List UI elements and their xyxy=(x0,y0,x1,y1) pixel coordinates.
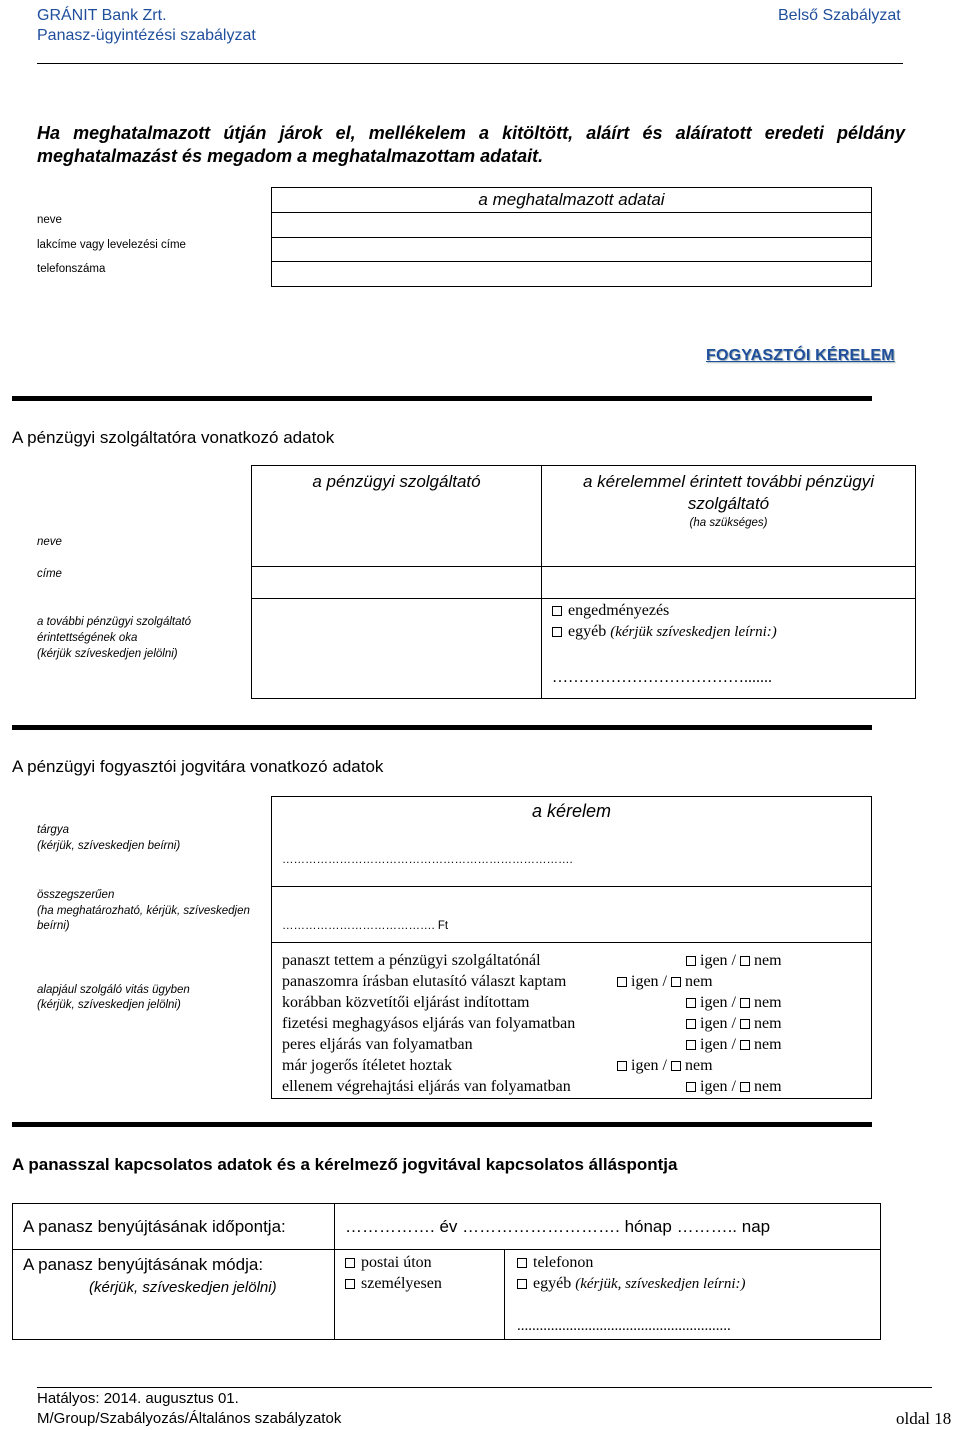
basis-item-4: fizetési meghagyásos eljárás van folyamatban xyxy=(282,1015,576,1032)
agent-title: a meghatalmazott adatai xyxy=(478,190,665,209)
assignment-checkbox[interactable] xyxy=(552,606,562,616)
complaint-mode-label-cell xyxy=(12,1249,335,1340)
provider-reason-field[interactable] xyxy=(251,598,542,699)
basis-7-yes: igen / xyxy=(700,1078,736,1095)
dispute-col-title: a kérelem xyxy=(531,801,612,821)
header-right-label: Belső Szabályzat xyxy=(778,7,901,24)
header-divider xyxy=(37,63,903,64)
basis-item-3: korábban közvetítői eljárást indítottam xyxy=(282,994,530,1011)
complaint-mode-cell-1 xyxy=(334,1249,505,1340)
agent-title-cell xyxy=(271,187,872,213)
option-assignment-label: engedményezés xyxy=(568,602,670,619)
intro-text: Ha meghatalmazott útján járok el, mellékelem a kitöltött, aláírt és aláíratott eredeti példány meghatalmazást és megadom a meghatalmazottam adatait. xyxy=(37,123,905,166)
basis-2-yes-checkbox[interactable] xyxy=(617,977,627,987)
basis-7-no: nem xyxy=(754,1078,782,1095)
in-person-checkbox[interactable] xyxy=(345,1279,355,1289)
basis-row-3 xyxy=(282,993,529,1013)
dispute-subject-note: (kérjük, szíveskedjen beírni) xyxy=(37,840,181,852)
basis-6-no: nem xyxy=(685,1057,713,1074)
basis-item-6: már jogerős ítéletet hoztak xyxy=(282,1057,453,1074)
agent-label-phone: telefonszáma xyxy=(37,263,106,275)
provider-col2-title-1: a kérelemmel érintett további pénzügyi xyxy=(582,472,875,491)
basis-3-yes-checkbox[interactable] xyxy=(686,998,696,1008)
basis-3-yes: igen / xyxy=(700,994,736,1011)
provider-section-title: A pénzügyi szolgáltatóra vonatkozó adatok xyxy=(12,428,335,447)
basis-4-yes-checkbox[interactable] xyxy=(686,1019,696,1029)
provider-col2-note: (ha szükséges) xyxy=(689,517,768,529)
basis-6-no-checkbox[interactable] xyxy=(671,1061,681,1071)
basis-5-no: nem xyxy=(754,1036,782,1053)
basis-1-yes: igen / xyxy=(700,952,736,969)
basis-row-7-choices[interactable] xyxy=(682,1077,782,1097)
basis-row-2-choices[interactable] xyxy=(613,972,713,992)
option-other-mode-note: (kérjük, szíveskedjen leírni:) xyxy=(575,1276,746,1292)
dispute-section-title: A pénzügyi fogyasztói jogvitára vonatkozó adatok xyxy=(12,757,384,776)
basis-row-6-choices[interactable] xyxy=(613,1056,713,1076)
footer-effective-date: Hatályos: 2014. augusztus 01. xyxy=(37,1390,239,1407)
dispute-basis-note: (kérjük, szíveskedjen jelölni) xyxy=(37,999,181,1011)
section-divider-2 xyxy=(12,725,872,730)
option-other[interactable] xyxy=(552,622,777,642)
basis-5-yes: igen / xyxy=(700,1036,736,1053)
basis-row-6 xyxy=(282,1056,452,1076)
basis-4-no-checkbox[interactable] xyxy=(740,1019,750,1029)
form-title: FOGYASZTÓI KÉRELEM xyxy=(706,347,895,364)
footer-page-number: oldal 18 xyxy=(896,1409,952,1428)
basis-3-no: nem xyxy=(754,994,782,1011)
section-divider-1 xyxy=(12,396,872,401)
dispute-subject-label: tárgya xyxy=(37,824,69,836)
basis-2-no: nem xyxy=(685,973,713,990)
basis-row-2 xyxy=(282,972,566,992)
basis-item-5: peres eljárás van folyamatban xyxy=(282,1036,473,1053)
header-document-name: Panasz-ügyintézési szabályzat xyxy=(37,27,256,44)
option-other-dots[interactable]: ………………………………....... xyxy=(552,669,772,686)
basis-item-2: panaszomra írásban elutasító választ kaptam xyxy=(282,973,567,990)
basis-item-1: panaszt tettem a pénzügyi szolgáltatónál xyxy=(282,952,541,969)
option-other-mode-label: egyéb xyxy=(533,1275,572,1292)
basis-row-5 xyxy=(282,1035,473,1055)
provider-col2-header xyxy=(541,465,916,567)
basis-5-yes-checkbox[interactable] xyxy=(686,1040,696,1050)
complaint-section-title: A panasszal kapcsolatos adatok és a kérelmező jogvitával kapcsolatos álláspontja xyxy=(12,1155,678,1174)
option-other-note: (kérjük szíveskedjen leírni:) xyxy=(610,624,777,640)
option-in-person[interactable] xyxy=(345,1274,442,1294)
agent-label-address: lakcíme vagy levelezési címe xyxy=(37,239,186,251)
provider-label-name: neve xyxy=(37,536,62,548)
basis-row-4-choices[interactable] xyxy=(682,1014,782,1034)
option-other-mode-dots[interactable]: ......................................................... xyxy=(517,1318,731,1334)
provider-label-reason-3: (kérjük szíveskedjen jelölni) xyxy=(37,648,178,660)
complaint-date-label-cell xyxy=(12,1203,335,1250)
dispute-amount-note-2: beírni) xyxy=(37,920,70,932)
header-bank-name: GRÁNIT Bank Zrt. xyxy=(37,7,167,24)
agent-phone-field[interactable] xyxy=(271,261,872,287)
basis-2-yes: igen / xyxy=(631,973,667,990)
basis-item-7: ellenem végrehajtási eljárás van folyamatban xyxy=(282,1078,571,1095)
provider-address-field[interactable] xyxy=(251,566,542,599)
complaint-mode-note: (kérjük, szíveskedjen jelölni) xyxy=(89,1279,277,1296)
dispute-amount-value: …………………………………. Ft xyxy=(282,920,449,932)
complaint-date-value: ……………. év ………………………. hónap ……….. nap xyxy=(345,1217,771,1236)
basis-3-no-checkbox[interactable] xyxy=(740,998,750,1008)
basis-2-no-checkbox[interactable] xyxy=(671,977,681,987)
basis-4-yes: igen / xyxy=(700,1015,736,1032)
basis-1-no: nem xyxy=(754,952,782,969)
basis-6-yes-checkbox[interactable] xyxy=(617,1061,627,1071)
basis-7-yes-checkbox[interactable] xyxy=(686,1082,696,1092)
dispute-amount-label: összegszerűen xyxy=(37,889,115,901)
other-checkbox[interactable] xyxy=(552,627,562,637)
provider2-reason-cell xyxy=(541,598,916,699)
basis-4-no: nem xyxy=(754,1015,782,1032)
basis-row-5-choices[interactable] xyxy=(682,1035,782,1055)
provider2-address-field[interactable] xyxy=(541,566,916,599)
provider-label-reason-1: a további pénzügyi szolgáltató xyxy=(37,616,192,628)
agent-address-field[interactable] xyxy=(271,237,872,262)
basis-6-yes: igen / xyxy=(631,1057,667,1074)
footer-path: M/Group/Szabályozás/Általános szabályzatok xyxy=(37,1410,342,1427)
agent-name-field[interactable] xyxy=(271,212,872,238)
option-in-person-label: személyesen xyxy=(361,1275,442,1292)
other-mode-checkbox[interactable] xyxy=(517,1279,527,1289)
complaint-date-cell[interactable] xyxy=(334,1203,881,1250)
post-checkbox[interactable] xyxy=(345,1258,355,1268)
basis-row-1 xyxy=(282,951,541,971)
basis-row-3-choices[interactable] xyxy=(682,993,782,1013)
basis-row-4 xyxy=(282,1014,575,1034)
basis-row-1-choices[interactable] xyxy=(682,951,782,971)
option-phone-label: telefonon xyxy=(533,1254,594,1271)
option-other-mode[interactable] xyxy=(517,1274,746,1294)
option-post[interactable] xyxy=(345,1253,432,1273)
basis-1-no-checkbox[interactable] xyxy=(740,956,750,966)
provider-col1-header xyxy=(251,465,542,567)
complaint-mode-label: A panasz benyújtásának módja: xyxy=(23,1255,264,1274)
basis-7-no-checkbox[interactable] xyxy=(740,1082,750,1092)
complaint-mode-cell-2 xyxy=(504,1249,881,1340)
dispute-basis-label: alapjául szolgáló vitás ügyben xyxy=(37,984,190,996)
basis-row-7 xyxy=(282,1077,571,1097)
complaint-date-label: A panasz benyújtásának időpontja: xyxy=(23,1217,286,1236)
option-post-label: postai úton xyxy=(361,1254,432,1271)
basis-1-yes-checkbox[interactable] xyxy=(686,956,696,966)
agent-label-name: neve xyxy=(37,214,62,226)
provider-label-address: címe xyxy=(37,568,62,580)
provider-col1-title: a pénzügyi szolgáltató xyxy=(312,472,481,491)
dispute-subject-cell[interactable] xyxy=(271,796,872,887)
option-phone[interactable] xyxy=(517,1253,593,1273)
provider-label-reason-2: érintettségének oka xyxy=(37,632,138,644)
footer-divider xyxy=(37,1387,932,1388)
dispute-subject-dots: …………………………………………………………………. xyxy=(282,854,573,866)
provider-col2-title-2: szolgáltató xyxy=(687,494,770,513)
option-other-label: egyéb xyxy=(568,623,607,640)
basis-5-no-checkbox[interactable] xyxy=(740,1040,750,1050)
option-assignment[interactable] xyxy=(552,601,669,621)
section-divider-3 xyxy=(12,1122,872,1127)
dispute-amount-note-1: (ha meghatározható, kérjük, szíveskedjen xyxy=(37,905,250,917)
phone-checkbox[interactable] xyxy=(517,1258,527,1268)
dispute-amount-cell[interactable] xyxy=(271,886,872,943)
